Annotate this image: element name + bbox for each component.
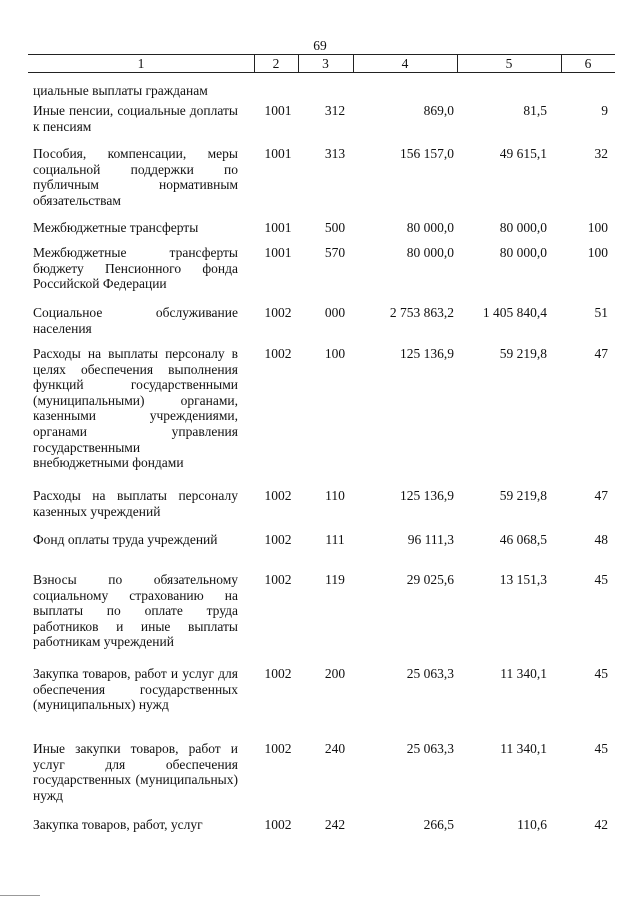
row-section-code: 1001 (264, 103, 292, 118)
row-percent: 42 (594, 817, 608, 832)
row-percent: 47 (594, 488, 608, 503)
row-description: Иные пенсии, социальные доплаты к пенсиям (33, 103, 238, 134)
row-actual-amount: 11 340,1 (500, 741, 547, 756)
row-description: Фонд оплаты труда учреждений (33, 532, 218, 547)
row-section-code: 1001 (264, 220, 292, 235)
row-percent: 45 (594, 741, 608, 756)
row-percent: 51 (594, 305, 608, 320)
row-actual-amount: 59 219,8 (499, 346, 547, 361)
row-planned-amount: 80 000,0 (406, 245, 454, 260)
row-section-code: 1002 (264, 532, 292, 547)
row-percent: 32 (594, 146, 608, 161)
row-expense-code: 119 (325, 572, 345, 587)
row-planned-amount: 125 136,9 (400, 346, 454, 361)
row-expense-code: 500 (324, 220, 346, 235)
row-actual-amount: 13 151,3 (499, 572, 547, 587)
row-planned-amount: 96 111,3 (407, 532, 454, 547)
row-actual-amount: 80 000,0 (499, 220, 547, 235)
row-section-code: 1002 (264, 488, 292, 503)
row-planned-amount: 869,0 (423, 103, 454, 118)
row-section-code: 1002 (264, 817, 292, 832)
row-expense-code: 110 (325, 488, 345, 503)
row-planned-amount: 80 000,0 (406, 220, 454, 235)
table-header (28, 54, 615, 73)
header-col-4: 4 (401, 56, 409, 71)
row-actual-amount: 80 000,0 (499, 245, 547, 260)
row-actual-amount: 49 615,1 (499, 146, 547, 161)
row-section-code: 1002 (264, 305, 292, 320)
row-percent: 100 (587, 220, 608, 235)
row-planned-amount: 29 025,6 (406, 572, 454, 587)
row-section-code: 1001 (264, 245, 292, 260)
row-planned-amount: 25 063,3 (406, 741, 454, 756)
row-actual-amount: 110,6 (517, 817, 547, 832)
header-col-2: 2 (272, 56, 280, 71)
row-percent: 100 (587, 245, 608, 260)
row-actual-amount: 81,5 (523, 103, 547, 118)
row-description: Закупка товаров, работ и услуг для обеспечения государственных (муниципальных) нужд (33, 666, 238, 713)
row-actual-amount: 1 405 840,4 (482, 305, 547, 320)
page-number: 69 (313, 38, 327, 53)
row-description: Межбюджетные трансферты бюджету Пенсионного фонда Российской Федерации (33, 245, 238, 292)
row-planned-amount: 156 157,0 (400, 146, 454, 161)
page-bottom-rule (0, 895, 40, 896)
row-expense-code: 570 (324, 245, 346, 260)
row-actual-amount: 11 340,1 (500, 666, 547, 681)
row-description: Расходы на выплаты персоналу казенных учреждений (33, 488, 238, 519)
row-percent: 48 (594, 532, 608, 547)
row-expense-code: 312 (324, 103, 346, 118)
row-planned-amount: 25 063,3 (406, 666, 454, 681)
row-section-code: 1002 (264, 346, 292, 361)
row-description: Межбюджетные трансферты (33, 220, 199, 235)
row-expense-code: 240 (324, 741, 346, 756)
row-section-code: 1002 (264, 572, 292, 587)
row-expense-code: 100 (324, 346, 346, 361)
row-expense-code: 242 (324, 817, 346, 832)
row-expense-code: 200 (324, 666, 346, 681)
header-col-1: 1 (137, 56, 145, 71)
header-col-5: 5 (505, 56, 513, 71)
row-percent: 45 (594, 572, 608, 587)
row-description: Социальное обслуживание населения (33, 305, 238, 336)
row-expense-code: 111 (325, 532, 345, 547)
row-description: Иные закупки товаров, работ и услуг для обеспечения государственных (муниципальных) нужд (33, 741, 238, 803)
row-actual-amount: 59 219,8 (499, 488, 547, 503)
row-planned-amount: 125 136,9 (400, 488, 454, 503)
row-section-code: 1002 (264, 666, 292, 681)
row-actual-amount: 46 068,5 (499, 532, 547, 547)
row-percent: 45 (594, 666, 608, 681)
row-section-code: 1001 (264, 146, 292, 161)
continuation-text: циальные выплаты гражданам (33, 83, 208, 98)
header-col-3: 3 (322, 56, 329, 71)
row-percent: 9 (601, 103, 608, 118)
row-planned-amount: 2 753 863,2 (389, 305, 454, 320)
row-description: Расходы на выплаты персоналу в целях обеспечения выполнения функций государственными (муниципальными) органами, казенными учреждениями, органами управления государственными внебюджетными фондами (33, 346, 238, 471)
row-planned-amount: 266,5 (423, 817, 454, 832)
row-description: Взносы по обязательному социальному страхованию на выплаты по оплате труда работников и иные выплаты работникам учреждений (33, 572, 238, 650)
header-col-6: 6 (584, 56, 592, 71)
row-percent: 47 (594, 346, 608, 361)
row-description: Пособия, компенсации, меры социальной поддержки по публичным нормативным обязательствам (33, 146, 238, 208)
row-section-code: 1002 (264, 741, 292, 756)
row-expense-code: 000 (324, 305, 346, 320)
row-expense-code: 313 (324, 146, 346, 161)
row-description: Закупка товаров, работ, услуг (33, 817, 203, 832)
